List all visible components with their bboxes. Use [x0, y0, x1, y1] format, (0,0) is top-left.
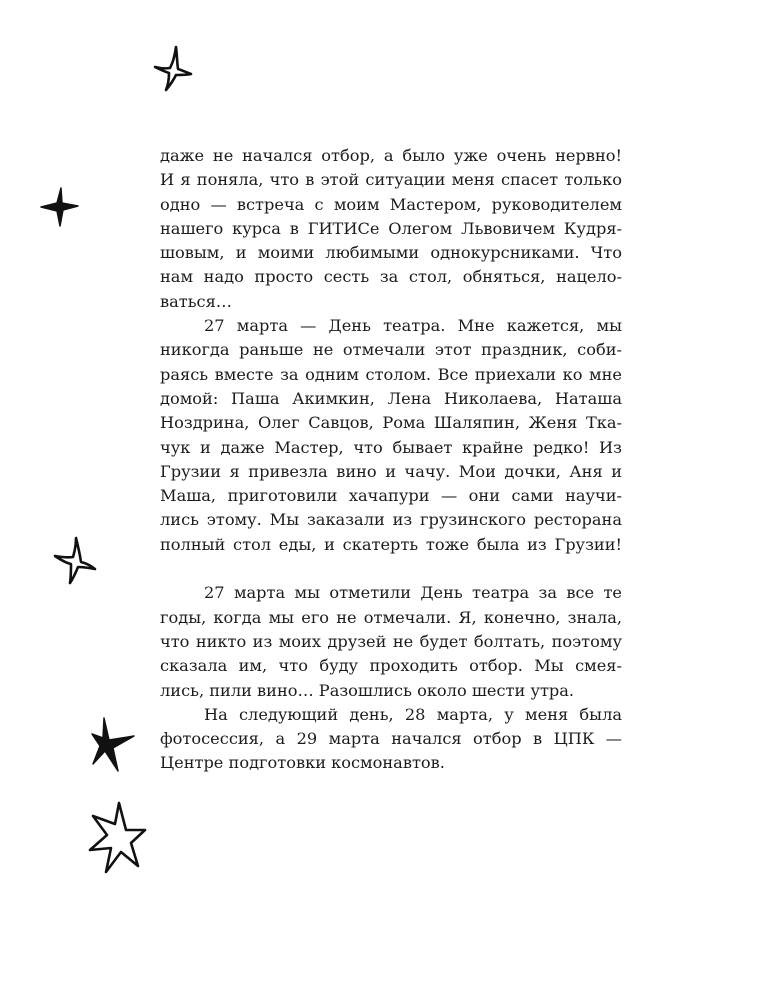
text-line: Маша, приготовили хачапури — они сами научи-	[160, 486, 622, 506]
text-line: годы, когда мы его не отмечали. Я, конечно, знала,	[160, 607, 622, 627]
text-line: домой: Паша Акимкин, Лена Николаева, Наташа	[160, 388, 622, 408]
text-line: что никто из моих друзей не будет болтать, поэтому	[160, 631, 622, 651]
text-line: никогда раньше не отмечали этот праздник, соби-	[160, 340, 622, 360]
text-line: Ноздрина, Олег Савцов, Рома Шаляпин, Женя Тка-	[160, 413, 622, 433]
text-line: раясь вместе за одним столом. Все приехали ко мне	[160, 364, 622, 384]
star-outline-icon	[150, 44, 194, 92]
text-line: чук и даже Мастер, что бывает крайне редко! Из	[160, 437, 622, 457]
text-line: 27 марта мы отметили День театра за все те	[204, 583, 622, 603]
text-line: лись, пили вино… Разошлись около шести утра.	[160, 680, 575, 700]
paragraph-1	[160, 144, 622, 314]
text-line: сказала им, что буду проходить отбор. Мы смея-	[160, 656, 622, 676]
star-outline-icon	[86, 800, 148, 876]
text-line: И я поняла, что в этой ситуации меня спасет только	[160, 170, 622, 190]
text-line: Грузии я привезла вино и чачу. Мои дочки, Аня и	[160, 461, 622, 481]
text-line: лись этому. Мы заказали из грузинского ресторана	[160, 510, 622, 530]
text-line: одно — встреча с моим Мастером, руководителем	[160, 194, 622, 214]
paragraph-2	[160, 314, 622, 581]
text-line: 27 марта — День театра. Мне кажется, мы	[204, 316, 622, 336]
text-line: ваться…	[160, 291, 232, 311]
text-line: шовым, и моими любимыми однокурсниками. Что	[160, 243, 622, 263]
paragraph-3	[160, 581, 622, 702]
main-text	[160, 144, 622, 776]
star-solid-icon	[90, 716, 138, 774]
text-line: полный стол еды, и скатерть тоже была из Грузии!	[160, 534, 622, 554]
text-line: нам надо просто сесть за стол, обняться, нацело-	[160, 267, 622, 287]
text-line: фотосессия, а 29 марта начался отбор в ЦПК —	[160, 729, 622, 749]
text-line: На следующий день, 28 марта, у меня была	[204, 704, 622, 724]
paragraph-4	[160, 703, 622, 776]
text-line: даже не начался отбор, а было уже очень нервно!	[160, 146, 622, 165]
star-outline-icon	[52, 536, 98, 586]
star-solid-icon	[38, 186, 80, 228]
text-line: нашего курса в ГИТИСе Олегом Львовичем Кудря-	[160, 218, 622, 238]
text-line: Центре подготовки космонавтов.	[160, 753, 445, 773]
